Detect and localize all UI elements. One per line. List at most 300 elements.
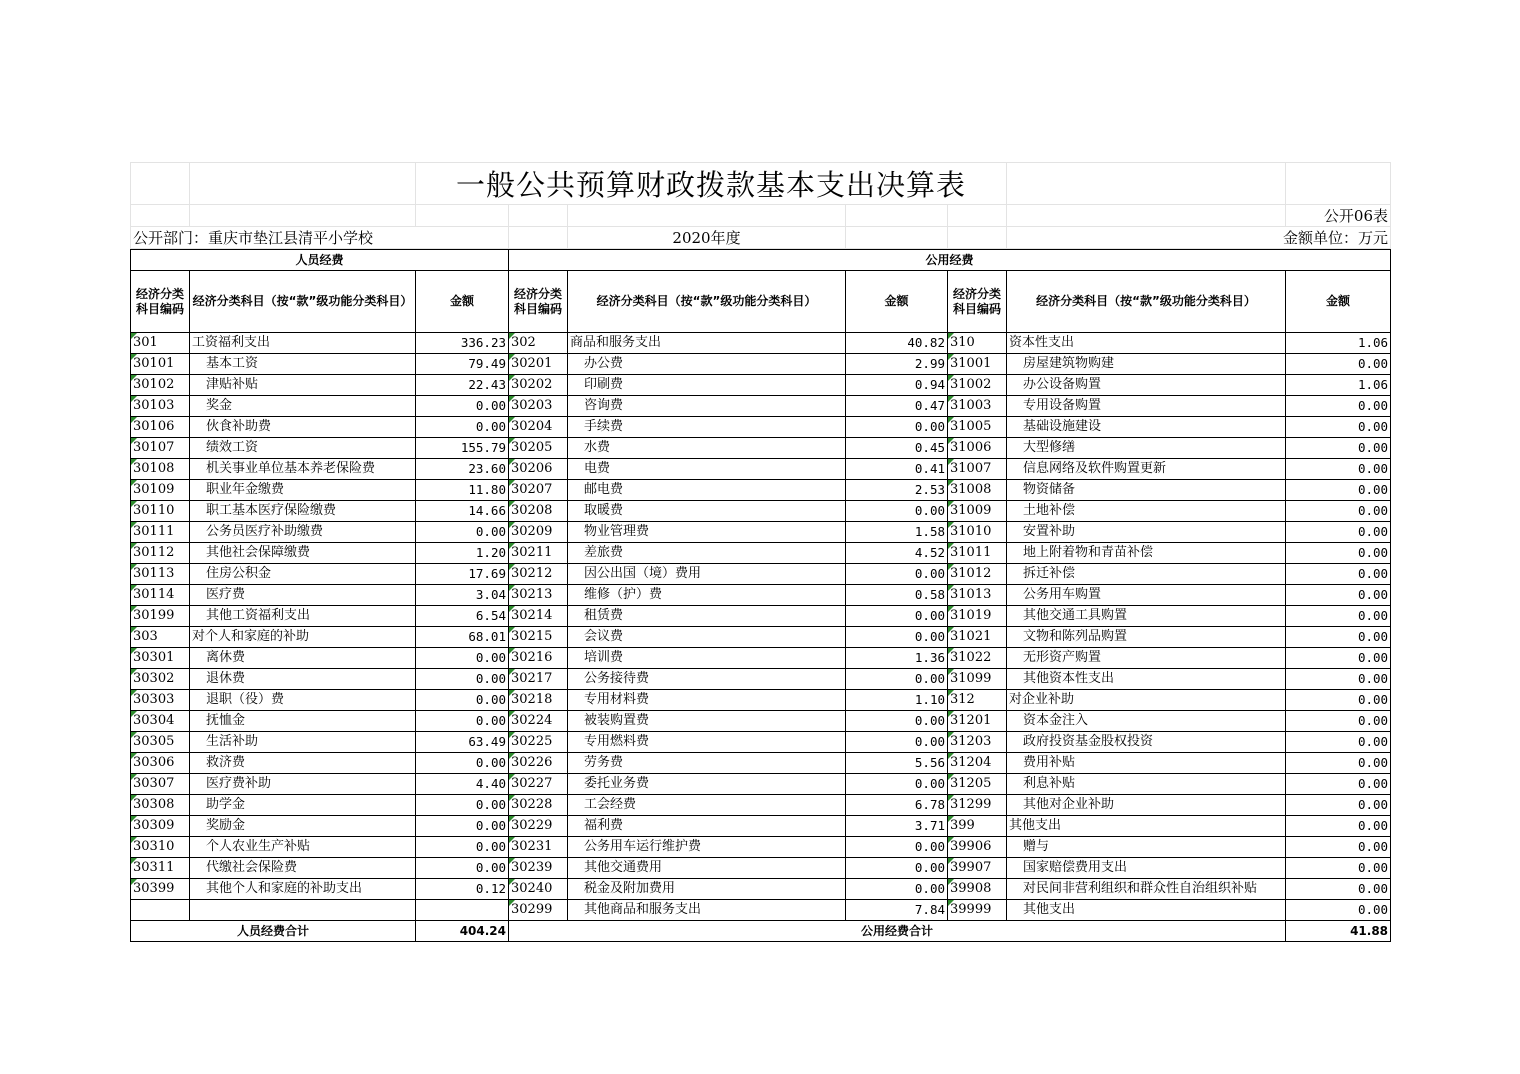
table-row bbox=[131, 774, 1391, 795]
code-cell bbox=[948, 816, 1007, 837]
cell-flag-icon bbox=[948, 690, 954, 696]
section-public: 公用经费 bbox=[509, 250, 1391, 271]
item-name: 拆迁补偿 bbox=[1007, 564, 1286, 585]
code-text: 30224 bbox=[511, 713, 553, 728]
cell-flag-icon bbox=[948, 711, 954, 717]
cell-flag-icon bbox=[948, 480, 954, 486]
cell-flag-icon bbox=[131, 732, 137, 738]
code-cell bbox=[509, 879, 568, 900]
amount-cell: 0.00 bbox=[416, 648, 509, 669]
amount-cell: 0.00 bbox=[846, 669, 948, 690]
amount-cell: 0.00 bbox=[846, 417, 948, 438]
item-name: 对企业补助 bbox=[1007, 690, 1286, 711]
amount-cell: 0.00 bbox=[846, 711, 948, 732]
code-cell bbox=[509, 606, 568, 627]
code-text: 302 bbox=[511, 335, 536, 350]
code-text: 30208 bbox=[511, 503, 553, 518]
amount-cell: 0.00 bbox=[1286, 837, 1391, 858]
amount-cell: 0.00 bbox=[416, 858, 509, 879]
cell-flag-icon bbox=[948, 564, 954, 570]
amount-cell: 0.00 bbox=[416, 711, 509, 732]
code-text: 31021 bbox=[950, 629, 992, 644]
amount-cell: 0.00 bbox=[846, 879, 948, 900]
code-text: 31010 bbox=[950, 524, 992, 539]
code-cell bbox=[131, 417, 190, 438]
cell-flag-icon bbox=[948, 879, 954, 885]
header-amount: 金额 bbox=[416, 271, 509, 333]
amount-cell: 17.69 bbox=[416, 564, 509, 585]
item-name: 大型修缮 bbox=[1007, 438, 1286, 459]
item-name: 其他工资福利支出 bbox=[190, 606, 416, 627]
code-text: 30305 bbox=[133, 734, 175, 749]
amount-unit: 金额单位：万元 bbox=[1007, 227, 1391, 249]
item-name: 维修（护）费 bbox=[568, 585, 846, 606]
item-name: 生活补助 bbox=[190, 732, 416, 753]
table-row bbox=[131, 333, 1391, 354]
cell-flag-icon bbox=[509, 564, 515, 570]
code-cell bbox=[509, 333, 568, 354]
code-text: 31201 bbox=[950, 713, 992, 728]
code-cell bbox=[948, 669, 1007, 690]
amount-cell: 1.36 bbox=[846, 648, 948, 669]
cell-flag-icon bbox=[948, 585, 954, 591]
cell-flag-icon bbox=[131, 795, 137, 801]
amount-cell: 0.00 bbox=[846, 858, 948, 879]
cell-flag-icon bbox=[131, 564, 137, 570]
code-cell bbox=[131, 627, 190, 648]
item-name: 取暖费 bbox=[568, 501, 846, 522]
cell-flag-icon bbox=[131, 816, 137, 822]
amount-cell: 0.00 bbox=[1286, 858, 1391, 879]
code-cell bbox=[509, 543, 568, 564]
code-cell bbox=[509, 711, 568, 732]
cell-flag-icon bbox=[131, 375, 137, 381]
cell-flag-icon bbox=[131, 585, 137, 591]
code-text: 31019 bbox=[950, 608, 992, 623]
amount-cell: 4.52 bbox=[846, 543, 948, 564]
table-row bbox=[131, 879, 1391, 900]
code-cell bbox=[948, 648, 1007, 669]
code-text: 30109 bbox=[133, 482, 175, 497]
amount-cell: 22.43 bbox=[416, 375, 509, 396]
code-cell bbox=[509, 816, 568, 837]
item-name: 工资福利支出 bbox=[190, 333, 416, 354]
cell-flag-icon bbox=[948, 459, 954, 465]
amount-cell: 6.78 bbox=[846, 795, 948, 816]
amount-cell: 2.99 bbox=[846, 354, 948, 375]
amount-cell: 3.04 bbox=[416, 585, 509, 606]
code-text: 31006 bbox=[950, 440, 992, 455]
cell-flag-icon bbox=[131, 606, 137, 612]
code-text: 30306 bbox=[133, 755, 175, 770]
code-cell bbox=[948, 837, 1007, 858]
amount-cell: 0.00 bbox=[1286, 438, 1391, 459]
amount-cell: 6.54 bbox=[416, 606, 509, 627]
cell-flag-icon bbox=[509, 333, 515, 339]
code-text: 30226 bbox=[511, 755, 553, 770]
code-cell bbox=[509, 396, 568, 417]
amount-cell: 14.66 bbox=[416, 501, 509, 522]
amount-cell: 0.00 bbox=[1286, 354, 1391, 375]
table-row bbox=[131, 375, 1391, 396]
item-name: 资本金注入 bbox=[1007, 711, 1286, 732]
item-name: 其他支出 bbox=[1007, 900, 1286, 921]
cell-flag-icon bbox=[948, 501, 954, 507]
code-text: 30311 bbox=[133, 860, 175, 875]
item-name: 津贴补贴 bbox=[190, 375, 416, 396]
item-name: 委托业务费 bbox=[568, 774, 846, 795]
amount-cell: 0.00 bbox=[1286, 522, 1391, 543]
code-cell bbox=[131, 816, 190, 837]
personnel-total-label: 人员经费合计 bbox=[131, 921, 416, 942]
code-text: 31007 bbox=[950, 461, 992, 476]
code-text: 30239 bbox=[511, 860, 553, 875]
amount-cell: 1.10 bbox=[846, 690, 948, 711]
code-text: 30307 bbox=[133, 776, 175, 791]
cell-flag-icon bbox=[509, 669, 515, 675]
item-name: 赠与 bbox=[1007, 837, 1286, 858]
cell-flag-icon bbox=[509, 858, 515, 864]
code-cell bbox=[948, 333, 1007, 354]
code-text: 31203 bbox=[950, 734, 992, 749]
code-text: 30302 bbox=[133, 671, 175, 686]
code-text: 30301 bbox=[133, 650, 175, 665]
code-text: 30217 bbox=[511, 671, 553, 686]
code-cell bbox=[948, 417, 1007, 438]
item-name: 对民间非营利组织和群众性自治组织补贴 bbox=[1007, 879, 1286, 900]
cell-flag-icon bbox=[131, 627, 137, 633]
code-cell bbox=[509, 732, 568, 753]
code-cell bbox=[509, 774, 568, 795]
code-cell bbox=[948, 795, 1007, 816]
cell-flag-icon bbox=[948, 858, 954, 864]
code-cell bbox=[509, 564, 568, 585]
code-text: 30110 bbox=[133, 503, 175, 518]
item-name: 劳务费 bbox=[568, 753, 846, 774]
amount-cell: 0.94 bbox=[846, 375, 948, 396]
amount-cell: 0.00 bbox=[416, 522, 509, 543]
amount-cell: 0.00 bbox=[1286, 774, 1391, 795]
code-text: 303 bbox=[133, 629, 158, 644]
cell-flag-icon bbox=[948, 774, 954, 780]
department-label: 公开部门：重庆市垫江县清平小学校 bbox=[131, 227, 509, 249]
code-cell bbox=[509, 753, 568, 774]
amount-cell: 0.00 bbox=[1286, 753, 1391, 774]
item-name: 土地补偿 bbox=[1007, 501, 1286, 522]
item-name: 无形资产购置 bbox=[1007, 648, 1286, 669]
amount-cell: 0.00 bbox=[416, 669, 509, 690]
amount-cell: 0.00 bbox=[416, 690, 509, 711]
code-cell bbox=[131, 396, 190, 417]
cell-flag-icon bbox=[509, 375, 515, 381]
cell-flag-icon bbox=[509, 837, 515, 843]
code-text: 31022 bbox=[950, 650, 992, 665]
cell-flag-icon bbox=[131, 879, 137, 885]
code-cell bbox=[509, 375, 568, 396]
item-name: 离休费 bbox=[190, 648, 416, 669]
code-text: 31299 bbox=[950, 797, 992, 812]
amount-cell: 68.01 bbox=[416, 627, 509, 648]
code-cell bbox=[131, 354, 190, 375]
table-row bbox=[131, 648, 1391, 669]
item-name: 利息补贴 bbox=[1007, 774, 1286, 795]
header-amount: 金额 bbox=[846, 271, 948, 333]
code-text: 39906 bbox=[950, 839, 992, 854]
cell-flag-icon bbox=[131, 417, 137, 423]
code-cell bbox=[509, 795, 568, 816]
table-row bbox=[131, 837, 1391, 858]
code-cell bbox=[131, 858, 190, 879]
cell-flag-icon bbox=[948, 522, 954, 528]
amount-cell: 0.00 bbox=[1286, 669, 1391, 690]
amount-cell: 0.00 bbox=[416, 753, 509, 774]
cell-flag-icon bbox=[131, 354, 137, 360]
cell-flag-icon bbox=[131, 396, 137, 402]
code-cell bbox=[948, 900, 1007, 921]
cell-flag-icon bbox=[948, 753, 954, 759]
item-name: 助学金 bbox=[190, 795, 416, 816]
code-text: 31205 bbox=[950, 776, 992, 791]
amount-cell: 0.00 bbox=[1286, 627, 1391, 648]
amount-cell: 0.00 bbox=[1286, 564, 1391, 585]
amount-cell: 0.00 bbox=[1286, 879, 1391, 900]
item-name: 其他对企业补助 bbox=[1007, 795, 1286, 816]
code-text: 312 bbox=[950, 692, 975, 707]
item-name: 绩效工资 bbox=[190, 438, 416, 459]
sheet-header bbox=[130, 162, 1391, 249]
cell-flag-icon bbox=[509, 354, 515, 360]
code-text: 30203 bbox=[511, 398, 553, 413]
table-row bbox=[131, 417, 1391, 438]
item-name: 退职（役）费 bbox=[190, 690, 416, 711]
item-name: 办公设备购置 bbox=[1007, 375, 1286, 396]
cell-flag-icon bbox=[509, 543, 515, 549]
cell-flag-icon bbox=[509, 438, 515, 444]
code-text: 30310 bbox=[133, 839, 175, 854]
item-name: 基础设施建设 bbox=[1007, 417, 1286, 438]
item-name: 文物和陈列品购置 bbox=[1007, 627, 1286, 648]
code-cell bbox=[509, 648, 568, 669]
item-name: 机关事业单位基本养老保险费 bbox=[190, 459, 416, 480]
cell-flag-icon bbox=[509, 627, 515, 633]
table-row bbox=[131, 396, 1391, 417]
item-name: 伙食补助费 bbox=[190, 417, 416, 438]
cell-flag-icon bbox=[948, 606, 954, 612]
code-cell bbox=[131, 375, 190, 396]
amount-cell: 4.40 bbox=[416, 774, 509, 795]
code-cell bbox=[131, 522, 190, 543]
item-name: 公务用车运行维护费 bbox=[568, 837, 846, 858]
cell-flag-icon bbox=[131, 669, 137, 675]
amount-cell: 0.00 bbox=[1286, 795, 1391, 816]
code-text: 30218 bbox=[511, 692, 553, 707]
amount-cell: 0.41 bbox=[846, 459, 948, 480]
code-text: 30207 bbox=[511, 482, 553, 497]
cell-flag-icon bbox=[948, 795, 954, 801]
personnel-total-value: 404.24 bbox=[416, 921, 509, 942]
code-text: 301 bbox=[133, 335, 158, 350]
amount-cell: 0.00 bbox=[1286, 606, 1391, 627]
item-name: 个人农业生产补贴 bbox=[190, 837, 416, 858]
item-name: 公务接待费 bbox=[568, 669, 846, 690]
code-cell bbox=[948, 354, 1007, 375]
cell-flag-icon bbox=[948, 627, 954, 633]
code-cell bbox=[131, 795, 190, 816]
table-row bbox=[131, 690, 1391, 711]
code-text: 30112 bbox=[133, 545, 175, 560]
item-name: 邮电费 bbox=[568, 480, 846, 501]
amount-cell: 0.47 bbox=[846, 396, 948, 417]
item-name: 国家赔偿费用支出 bbox=[1007, 858, 1286, 879]
code-cell bbox=[131, 879, 190, 900]
code-text: 30108 bbox=[133, 461, 175, 476]
item-name: 商品和服务支出 bbox=[568, 333, 846, 354]
amount-cell: 0.00 bbox=[1286, 732, 1391, 753]
cell-flag-icon bbox=[131, 648, 137, 654]
amount-cell: 1.06 bbox=[1286, 375, 1391, 396]
item-name: 差旅费 bbox=[568, 543, 846, 564]
cell-flag-icon bbox=[131, 837, 137, 843]
cell-flag-icon bbox=[509, 648, 515, 654]
table-row bbox=[131, 543, 1391, 564]
code-cell bbox=[948, 396, 1007, 417]
code-text: 30216 bbox=[511, 650, 553, 665]
code-cell bbox=[131, 774, 190, 795]
amount-cell: 0.00 bbox=[1286, 900, 1391, 921]
code-text: 31003 bbox=[950, 398, 992, 413]
amount-cell: 0.00 bbox=[416, 417, 509, 438]
item-name: 会议费 bbox=[568, 627, 846, 648]
table-row bbox=[131, 354, 1391, 375]
code-text: 30240 bbox=[511, 881, 553, 896]
item-name: 其他交通工具购置 bbox=[1007, 606, 1286, 627]
item-name: 物资储备 bbox=[1007, 480, 1286, 501]
item-name: 公务员医疗补助缴费 bbox=[190, 522, 416, 543]
code-text: 31013 bbox=[950, 587, 992, 602]
code-text: 31099 bbox=[950, 671, 992, 686]
code-cell bbox=[131, 837, 190, 858]
cell-flag-icon bbox=[131, 753, 137, 759]
code-text: 39908 bbox=[950, 881, 992, 896]
table-row bbox=[131, 816, 1391, 837]
amount-cell: 0.00 bbox=[846, 774, 948, 795]
amount-cell bbox=[416, 900, 509, 921]
item-name: 培训费 bbox=[568, 648, 846, 669]
item-name: 其他资本性支出 bbox=[1007, 669, 1286, 690]
cell-flag-icon bbox=[509, 774, 515, 780]
amount-cell: 0.00 bbox=[1286, 480, 1391, 501]
code-text: 30209 bbox=[511, 524, 553, 539]
item-name: 房屋建筑物购建 bbox=[1007, 354, 1286, 375]
code-text: 30206 bbox=[511, 461, 553, 476]
item-name: 专用设备购置 bbox=[1007, 396, 1286, 417]
code-cell bbox=[948, 501, 1007, 522]
code-cell bbox=[948, 690, 1007, 711]
cell-flag-icon bbox=[131, 480, 137, 486]
amount-cell: 0.00 bbox=[1286, 459, 1391, 480]
code-cell bbox=[948, 858, 1007, 879]
amount-cell: 0.00 bbox=[1286, 648, 1391, 669]
item-name: 其他个人和家庭的补助支出 bbox=[190, 879, 416, 900]
code-text: 30213 bbox=[511, 587, 553, 602]
code-cell bbox=[509, 627, 568, 648]
cell-flag-icon bbox=[509, 900, 515, 906]
item-name: 专用燃料费 bbox=[568, 732, 846, 753]
code-cell bbox=[948, 564, 1007, 585]
code-text: 30228 bbox=[511, 797, 553, 812]
item-name bbox=[190, 900, 416, 921]
item-name: 医疗费 bbox=[190, 585, 416, 606]
table-row bbox=[131, 753, 1391, 774]
amount-cell: 0.00 bbox=[846, 837, 948, 858]
code-cell bbox=[509, 438, 568, 459]
cell-flag-icon bbox=[509, 396, 515, 402]
code-cell bbox=[131, 606, 190, 627]
code-cell bbox=[948, 375, 1007, 396]
header-name: 经济分类科目（按“款”级功能分类科目） bbox=[568, 271, 846, 333]
amount-cell: 40.82 bbox=[846, 333, 948, 354]
cell-flag-icon bbox=[509, 459, 515, 465]
cell-flag-icon bbox=[509, 816, 515, 822]
code-text: 30102 bbox=[133, 377, 175, 392]
code-text: 31008 bbox=[950, 482, 992, 497]
code-text: 30101 bbox=[133, 356, 175, 371]
item-name: 信息网络及软件购置更新 bbox=[1007, 459, 1286, 480]
cell-flag-icon bbox=[131, 333, 137, 339]
code-text: 30114 bbox=[133, 587, 175, 602]
code-text: 31001 bbox=[950, 356, 992, 371]
code-cell bbox=[509, 858, 568, 879]
amount-cell: 0.00 bbox=[1286, 585, 1391, 606]
code-cell bbox=[509, 480, 568, 501]
code-cell bbox=[948, 480, 1007, 501]
cell-flag-icon bbox=[948, 333, 954, 339]
item-name: 手续费 bbox=[568, 417, 846, 438]
code-cell bbox=[131, 711, 190, 732]
code-text: 30111 bbox=[133, 524, 175, 539]
code-text: 31005 bbox=[950, 419, 992, 434]
amount-cell: 0.00 bbox=[1286, 501, 1391, 522]
code-cell bbox=[509, 459, 568, 480]
code-text: 310 bbox=[950, 335, 975, 350]
amount-cell: 0.00 bbox=[846, 501, 948, 522]
code-cell bbox=[131, 480, 190, 501]
code-cell bbox=[509, 585, 568, 606]
code-cell bbox=[509, 690, 568, 711]
code-text: 30107 bbox=[133, 440, 175, 455]
code-cell bbox=[509, 900, 568, 921]
amount-cell: 0.00 bbox=[1286, 690, 1391, 711]
cell-flag-icon bbox=[509, 522, 515, 528]
amount-cell: 1.58 bbox=[846, 522, 948, 543]
cell-flag-icon bbox=[131, 459, 137, 465]
cell-flag-icon bbox=[509, 795, 515, 801]
amount-cell: 5.56 bbox=[846, 753, 948, 774]
amount-cell: 7.84 bbox=[846, 900, 948, 921]
item-name: 退休费 bbox=[190, 669, 416, 690]
cell-flag-icon bbox=[948, 648, 954, 654]
item-name: 职工基本医疗保险缴费 bbox=[190, 501, 416, 522]
code-text: 30231 bbox=[511, 839, 553, 854]
code-text: 30229 bbox=[511, 818, 553, 833]
expenditure-table bbox=[130, 249, 1391, 942]
code-cell bbox=[131, 564, 190, 585]
cell-flag-icon bbox=[509, 753, 515, 759]
item-name: 救济费 bbox=[190, 753, 416, 774]
amount-cell: 23.60 bbox=[416, 459, 509, 480]
amount-cell: 63.49 bbox=[416, 732, 509, 753]
amount-cell: 79.49 bbox=[416, 354, 509, 375]
